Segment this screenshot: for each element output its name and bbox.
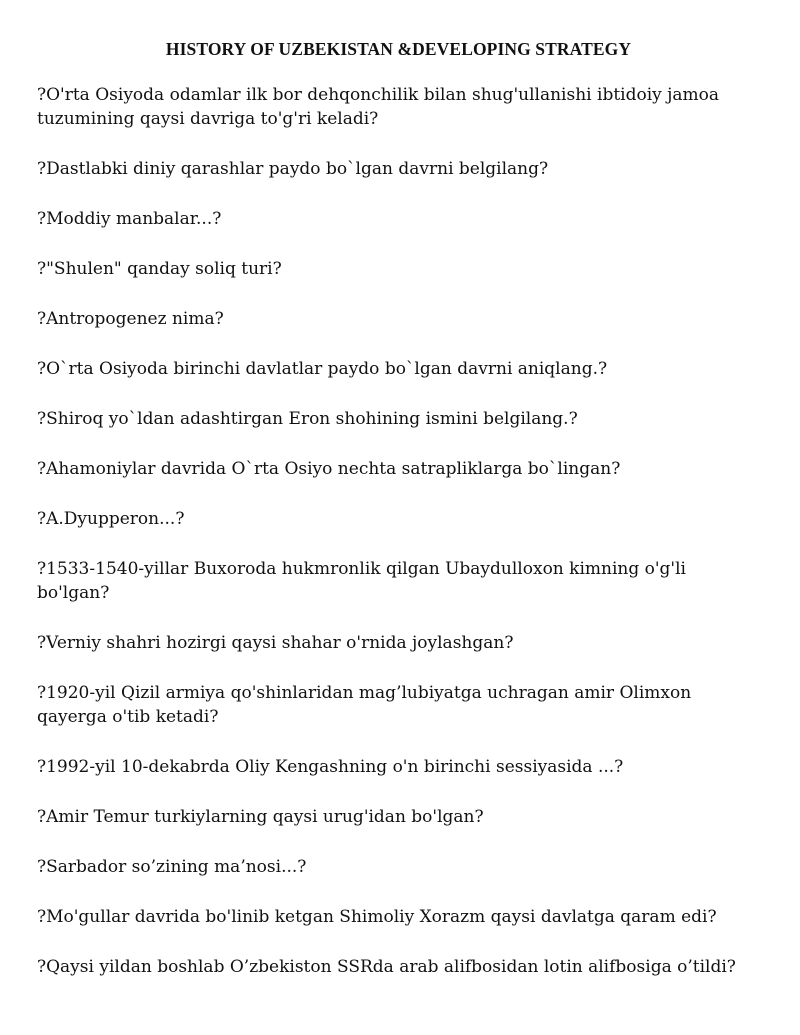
question-item: ?Ahamoniylar davrida O`rta Osiyo nechta satrapliklarga bo`lingan? xyxy=(37,459,621,479)
question-item: ?Dastlabki diniy qarashlar paydo bo`lgan davrni belgilang? xyxy=(37,159,549,179)
question-list xyxy=(37,83,760,979)
question-item: ?O`rta Osiyoda birinchi davlatlar paydo bo`lgan davrni aniqlang.? xyxy=(37,359,608,379)
question-item: ?"Shulen" qanday soliq turi? xyxy=(37,259,282,279)
question-item: ?Qaysi yildan boshlab O’zbekiston SSRda arab alifbosidan lotin alifbosiga o’tildi? xyxy=(37,957,736,977)
question-item: ?Antropogenez nima? xyxy=(37,309,224,329)
question-item: ?Verniy shahri hozirgi qaysi shahar o'rnida joylashgan? xyxy=(37,633,514,653)
question-item: ?1992-yil 10-dekabrda Oliy Kengashning o'n birinchi sessiyasida ...? xyxy=(37,757,624,777)
question-item: ?Amir Temur turkiylarning qaysi urug'idan bo'lgan? xyxy=(37,807,484,827)
question-item: ?O'rta Osiyoda odamlar ilk bor dehqonchilik bilan shug'ullanishi ibtidoiy jamoa tuzumining qaysi davriga to'g'ri keladi? xyxy=(37,85,720,129)
document-title: HISTORY OF UZBEKISTAN &DEVELOPING STRATEGY xyxy=(165,39,632,59)
question-item: ?Mo'gullar davrida bo'linib ketgan Shimoliy Xorazm qaysi davlatga qaram edi? xyxy=(37,907,717,927)
question-item: ?Sarbador so’zining ma’nosi...? xyxy=(37,857,307,877)
question-item: ?Shiroq yo`ldan adashtirgan Eron shohining ismini belgilang.? xyxy=(37,409,578,429)
question-item: ?A.Dyupperon...? xyxy=(37,509,185,529)
question-item: ?1533-1540-yillar Buxoroda hukmronlik qilgan Ubaydulloxon kimning o'g'li bo'lgan? xyxy=(37,559,686,603)
question-item: ?1920-yil Qizil armiya qo'shinlaridan mag’lubiyatga uchragan amir Olimxon qayerga o'tib ketadi? xyxy=(37,683,692,727)
question-item: ?Moddiy manbalar...? xyxy=(37,209,222,229)
